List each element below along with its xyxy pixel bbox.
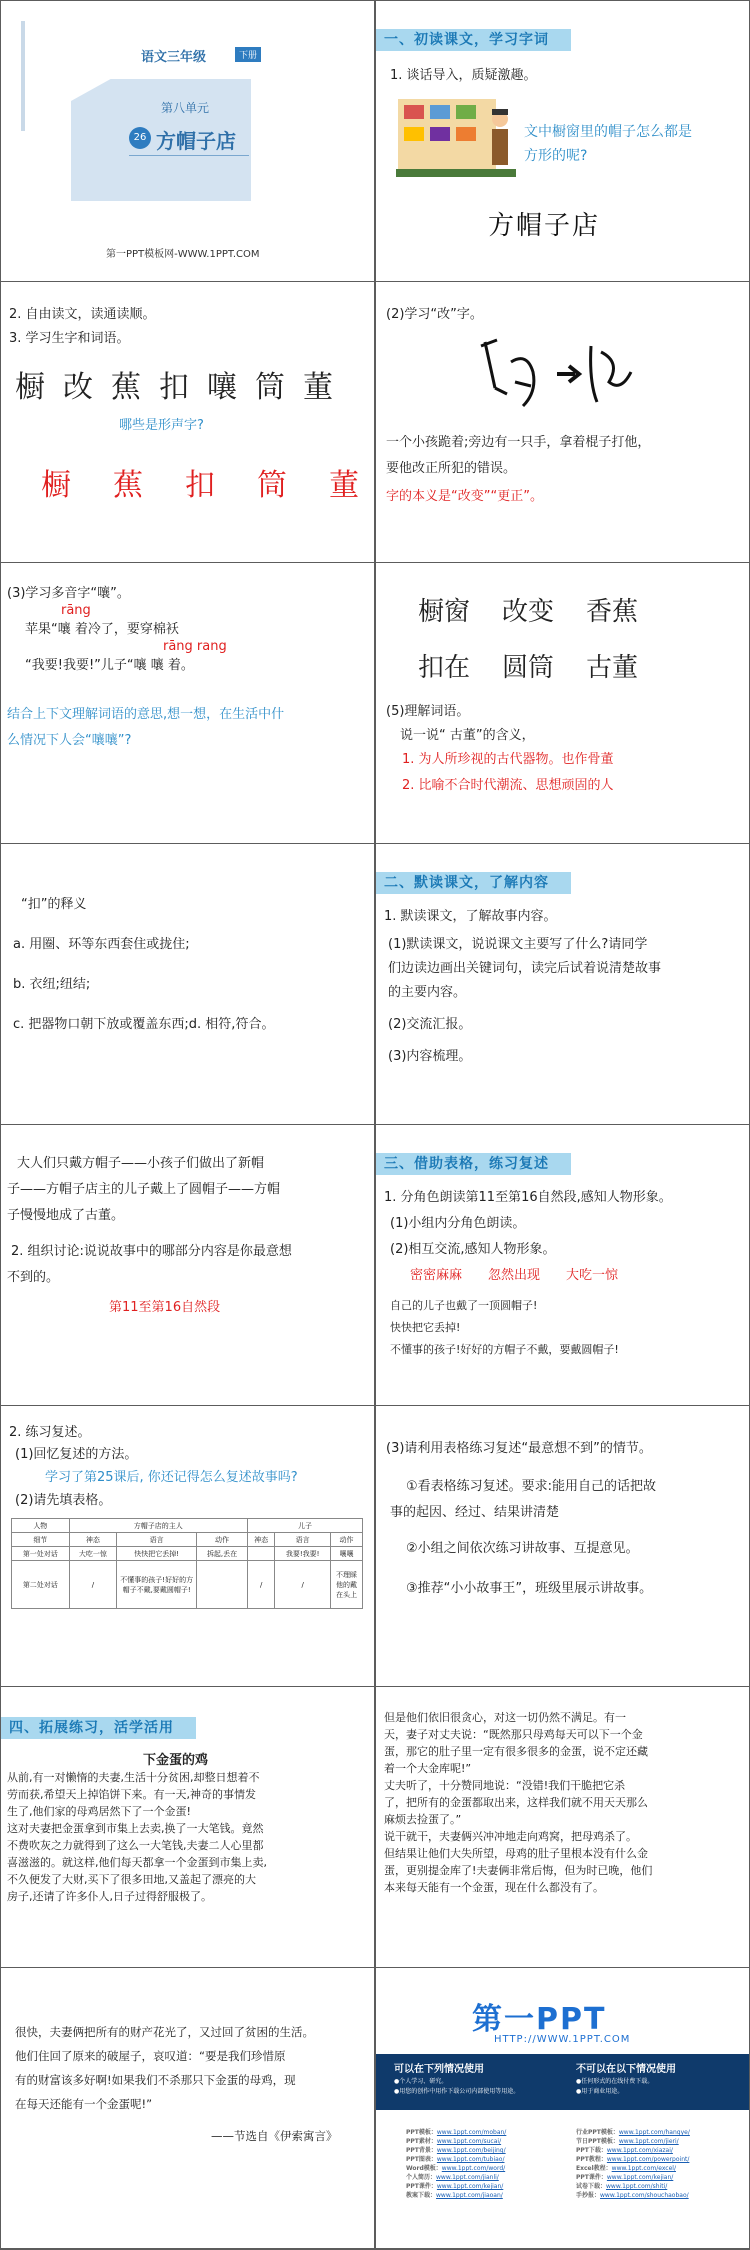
- step-text: (1)小组内分角色朗读。: [390, 1216, 526, 1231]
- blue-prompt-2: 么情况下人会“嚷嚷”?: [7, 733, 132, 748]
- red-word: 密密麻麻: [410, 1268, 463, 1283]
- brand-logo: 第一PPT: [472, 2002, 607, 2037]
- left-links: [406, 2128, 506, 2200]
- step-text: (3)内容梳理。: [388, 1049, 472, 1064]
- sub-title: (3)学习多音字“嚷”。: [7, 586, 130, 601]
- slide-intro[interactable]: [376, 1, 749, 281]
- story-line: 丈夫听了，十分赞同地说：“没错!我们干脆把它杀: [384, 1779, 626, 1792]
- link-label: PPT素材：: [406, 2138, 437, 2145]
- unit-label: 第八单元: [161, 101, 210, 115]
- section-title: 一、初读课文，学习字词: [376, 29, 571, 51]
- word: 橱窗: [418, 597, 471, 627]
- story-line: 不费吹灰之力就得到了这么一大笔钱,夫妻二人心里都: [7, 1839, 264, 1852]
- table-cell: 嚷嚷: [331, 1547, 363, 1561]
- table-cell: 大吃一惊: [69, 1547, 117, 1561]
- table-cell: 神态: [69, 1533, 117, 1547]
- slide-words[interactable]: [376, 563, 749, 843]
- char: 橱: [15, 370, 51, 405]
- quote-line: 不懂事的孩子!好好的方帽子不戴，要戴圆帽子!: [390, 1343, 619, 1356]
- story-line: 但结果让他们大失所望，母鸡的肚子里根本没有什么金: [384, 1847, 648, 1860]
- discussion-line: 不到的。: [7, 1270, 60, 1285]
- link[interactable]: www.1ppt.com/kejian/: [606, 2174, 674, 2181]
- story-line: 着一个大金库呢!”: [384, 1762, 472, 1775]
- table-cell: 我要!我要!: [275, 1547, 331, 1561]
- story-line: 房子,还请了许多仆人,日子过得舒服极了。: [7, 1890, 212, 1903]
- sub-title: “扣”的释义: [21, 897, 87, 912]
- sub-title: (2)学习“改”字。: [386, 307, 483, 322]
- para-line: 们边读边画出关键词句，读完后试着说清楚故事: [388, 961, 662, 976]
- lesson-title: 方帽子店: [156, 129, 236, 153]
- slide-story-end[interactable]: [1, 1968, 374, 2248]
- table-cell: 语言: [117, 1533, 197, 1547]
- link-label: PPT下载：: [576, 2147, 607, 2154]
- link[interactable]: www.1ppt.com/powerpoint/: [606, 2156, 690, 2163]
- slide-role-reading[interactable]: [376, 1125, 749, 1405]
- hat-shop-illustration: [396, 89, 516, 179]
- example-line-2: “我要!我要!”儿子“嚷 嚷 着。: [25, 658, 194, 673]
- table-cell: /: [247, 1561, 274, 1609]
- item-text: 3. 学习生字和词语。: [9, 331, 130, 346]
- slide-silent-reading[interactable]: [376, 844, 749, 1124]
- story-line: 很快，夫妻俩把所有的财产花光了，又过回了贫困的生活。: [15, 2025, 314, 2039]
- table-cell: /: [275, 1561, 331, 1609]
- slide-polyphone[interactable]: [1, 563, 374, 843]
- cannot-title: 不可以在以下情况使用: [576, 2064, 676, 2075]
- source-note: ——节选自《伊索寓言》: [211, 2129, 338, 2143]
- table-cell: 人物: [12, 1519, 70, 1533]
- story-line: 不久便发了大财,买下了很多田地,又盖起了漂亮的大: [7, 1873, 256, 1886]
- answer-1: 1. 为人所珍视的古代器物。也作骨董: [402, 752, 614, 767]
- red-char: 董: [329, 468, 365, 503]
- table-cell: 细节: [12, 1533, 70, 1547]
- red-word: 大吃一惊: [566, 1268, 619, 1283]
- ask-text: 说一说“ 古董”的含义，: [400, 728, 535, 743]
- red-answer: 第11至第16自然段: [109, 1300, 221, 1315]
- story-line: 喜滋滋的。就这样,他们每天都拿一个金蛋到市集上卖,: [7, 1856, 267, 1869]
- retell-table: [11, 1518, 363, 1609]
- brand-url: HTTP://WWW.1PPT.COM: [494, 2034, 631, 2045]
- story-line: 从前,有一对懒惰的夫妻,生活十分贫困,却整日想着不: [7, 1771, 260, 1784]
- story-line: 天，妻子对丈夫说：“既然那只母鸡每天可以下一个金: [384, 1728, 643, 1741]
- pinyin: rāng: [61, 603, 91, 618]
- step-text: (1)回忆复述的方法。: [15, 1447, 138, 1462]
- link[interactable]: www.1ppt.com/jianli/: [436, 2174, 499, 2181]
- story-line: 蛋，更别提金库了!夫妻俩非常后悔，但为时已晚，他们: [384, 1864, 653, 1877]
- link-label: PPT教程：: [576, 2156, 607, 2163]
- meaning-b: b. 衣纽;纽结;: [13, 977, 91, 992]
- link[interactable]: www.1ppt.com/kejian/: [436, 2183, 504, 2190]
- blue-prompt: 学习了第25课后, 你还记得怎么复述故事吗?: [45, 1470, 298, 1485]
- meaning-c: c. 把器物口朝下放或覆盖东西;d. 相符,符合。: [13, 1017, 275, 1032]
- link[interactable]: www.1ppt.com/excel/: [611, 2165, 676, 2172]
- table-cell: 第二处对话: [12, 1561, 70, 1609]
- usage-panel: [376, 2054, 749, 2110]
- story-line: 他们住回了原来的破屋子，哀叹道：“要是我们珍惜原: [15, 2049, 286, 2063]
- table-cell: 快快把它丢掉!: [117, 1547, 197, 1561]
- para-line: (1)默读课文，说说课文主要写了什么?请同学: [388, 937, 648, 952]
- char: 董: [303, 370, 339, 405]
- link-label: 教案下载：: [406, 2192, 437, 2199]
- section-title: 四、拓展练习，活学活用: [1, 1717, 196, 1739]
- desc-line-2: 要他改正所犯的错误。: [386, 461, 517, 476]
- blue-prompt-1: 结合上下文理解词语的意思,想一想，在生活中什: [7, 707, 285, 722]
- quote-line: 自己的儿子也戴了一顶圆帽子!: [390, 1299, 538, 1312]
- step-text: (2)相互交流,感知人物形象。: [390, 1242, 556, 1257]
- story-line: 说干就干，夫妻俩兴冲冲地走向鸡窝，把母鸡杀了。: [384, 1830, 637, 1843]
- link[interactable]: www.1ppt.com/word/: [441, 2165, 506, 2172]
- section-title: 三、借助表格，练习复述: [376, 1153, 571, 1175]
- link-label: Word模板：: [406, 2165, 442, 2172]
- link-label: Excel教程：: [576, 2165, 612, 2172]
- discussion-line: 2. 组织讨论:说说故事中的哪部分内容是你最意想: [11, 1244, 292, 1259]
- word: 扣在: [418, 653, 471, 683]
- story-line: 了，把所有的金蛋都取出来，这样我们就不用天天那么: [384, 1796, 648, 1809]
- step-text: ①看表格练习复述。要求:能用自己的话把故: [406, 1479, 657, 1494]
- word: 古董: [586, 653, 639, 683]
- slide-retell-practice[interactable]: [376, 1406, 749, 1686]
- pinyin: rāng rang: [163, 639, 227, 654]
- table-cell: 语言: [275, 1533, 331, 1547]
- story-line: 麻烦去捡蛋了。”: [384, 1813, 462, 1826]
- link[interactable]: www.1ppt.com/sucai/: [436, 2138, 502, 2145]
- link-label: PPT背景：: [406, 2147, 437, 2154]
- slide-copyright[interactable]: [376, 1968, 749, 2248]
- red-char: 筒: [257, 468, 293, 503]
- slide-kou-meaning[interactable]: [1, 844, 374, 1124]
- char: 蕉: [111, 370, 147, 405]
- red-char: 橱: [41, 468, 77, 503]
- word: 圆筒: [502, 653, 555, 683]
- meaning-a: a. 用圈、环等东西套住或拢住;: [13, 937, 190, 952]
- answer-2: 2. 比喻不合时代潮流、思想顽固的人: [402, 778, 614, 793]
- sub-title: (5)理解词语。: [386, 704, 470, 719]
- step-text: (2)交流汇报。: [388, 1017, 472, 1032]
- link[interactable]: www.1ppt.com/tubiao/: [436, 2156, 505, 2163]
- table-cell: [247, 1547, 274, 1561]
- table-cell: 动作: [331, 1533, 363, 1547]
- step-text: (2)请先填表格。: [15, 1493, 112, 1508]
- lesson-number: 26: [129, 127, 151, 149]
- link[interactable]: www.1ppt.com/xiazai/: [606, 2147, 673, 2154]
- item-text: 1. 谈话导入，质疑激趣。: [390, 68, 537, 83]
- table-cell: 第一处对话: [12, 1547, 70, 1561]
- cannot-item: ●用于商业用途。: [576, 2088, 624, 2095]
- story-line: 这对夫妻把金蛋拿到市集上去卖,换了一大笔钱。竟然: [7, 1822, 264, 1835]
- table-cell: 不理睬他的戴在头上: [331, 1561, 363, 1609]
- link-label: PPT课件：: [406, 2183, 437, 2190]
- grade-label: 语文三年级: [141, 50, 207, 65]
- link[interactable]: www.1ppt.com/jieri/: [618, 2138, 679, 2145]
- summary-line: 子——方帽子店主的儿子戴上了圆帽子——方帽: [7, 1182, 281, 1197]
- link[interactable]: www.1ppt.com/shiti/: [606, 2183, 668, 2190]
- slide-gai-character[interactable]: [376, 282, 749, 562]
- slide-story-continued[interactable]: [376, 1687, 749, 1967]
- summary-line: 子慢慢地成了古董。: [7, 1208, 125, 1223]
- example-line-1: 苹果“嚷 着冷了，要穿棉袄: [25, 622, 179, 637]
- link-label: 试卷下载：: [576, 2183, 607, 2190]
- desc-line-1: 一个小孩跪着;旁边有一只手，拿着棍子打他，: [386, 435, 651, 450]
- term-badge: 下册: [235, 47, 261, 62]
- link-label: 手抄报：: [576, 2192, 601, 2199]
- red-char: 扣: [185, 468, 221, 503]
- footer-site: 第一PPT模板网-WWW.1PPT.COM: [106, 249, 260, 260]
- story-title: 下金蛋的鸡: [143, 1753, 209, 1768]
- table-cell: 神态: [247, 1533, 274, 1547]
- item-text: 2. 自由读文，读通读顺。: [9, 307, 156, 322]
- red-char: 蕉: [113, 468, 149, 503]
- cannot-item: ●任何形式的在线付费下载。: [576, 2078, 654, 2085]
- slide-characters[interactable]: [1, 282, 374, 562]
- table-cell: 不懂事的孩子!好好的方帽子不戴,要戴圆帽子!: [117, 1561, 197, 1609]
- story-line: 但是他们依旧很贪心，对这一切仍然不满足。有一: [384, 1711, 626, 1724]
- link-label: 行业PPT模板：: [576, 2129, 619, 2136]
- link-label: PPT模板：: [406, 2129, 437, 2136]
- slide-cover[interactable]: [1, 1, 374, 281]
- link[interactable]: www.1ppt.com/shouchaobao/: [600, 2192, 689, 2199]
- slide-summary[interactable]: [1, 1125, 374, 1405]
- big-title: 方帽子店: [488, 211, 601, 241]
- word: 香蕉: [586, 597, 639, 627]
- right-links: [576, 2128, 690, 2200]
- item-text: 1. 默读课文，了解故事内容。: [384, 909, 557, 924]
- story-line: 生了,他们家的母鸡居然下了一个金蛋!: [7, 1805, 191, 1818]
- question-line-2: 方形的呢?: [524, 148, 588, 164]
- story-line: 在每天还能有一个金蛋呢!”: [15, 2097, 153, 2111]
- item-text: 1. 分角色朗读第11至第16自然段,感知人物形象。: [384, 1190, 672, 1205]
- sub-title: (3)请利用表格练习复述“最意想不到”的情节。: [386, 1441, 652, 1456]
- item-text: 2. 练习复述。: [9, 1425, 91, 1440]
- question-text: 哪些是形声字?: [119, 418, 204, 433]
- link-label: 节日PPT模板：: [576, 2138, 619, 2145]
- can-title: 可以在下列情况使用: [394, 2064, 484, 2075]
- question-line-1: 文中橱窗里的帽子怎么都是: [524, 124, 692, 140]
- story-line: 本来每天能有一个金蛋，现在什么都没有了。: [384, 1881, 604, 1894]
- char: 筒: [255, 370, 291, 405]
- link[interactable]: www.1ppt.com/beijing/: [436, 2147, 506, 2154]
- table-cell: [197, 1561, 248, 1609]
- char: 扣: [159, 370, 195, 405]
- step-text: ②小组之间依次练习讲故事、互提意见。: [406, 1541, 639, 1556]
- word: 改变: [502, 597, 555, 627]
- para-line: 的主要内容。: [388, 985, 467, 1000]
- section-title: 二、默读课文，了解内容: [376, 872, 571, 894]
- slide-retell-table[interactable]: [1, 1406, 374, 1686]
- char: 嚷: [207, 370, 243, 405]
- summary-line: 大人们只戴方帽子——小孩子们做出了新帽: [17, 1156, 265, 1171]
- table-cell: 儿子: [247, 1519, 362, 1533]
- can-item: ●个人学习、研究。: [394, 2078, 448, 2085]
- story-line: 劳而获,希望天上掉馅饼下来。有一天,神奇的事情发: [7, 1788, 256, 1801]
- slide-extension-story[interactable]: [1, 1687, 374, 1967]
- link-label: PPT课件：: [576, 2174, 607, 2181]
- story-line: 蛋，那它的肚子里一定有很多很多的金蛋，说不定还藏: [384, 1745, 648, 1758]
- ancient-script-illustration: [471, 332, 651, 416]
- table-cell: 方帽子店的主人: [69, 1519, 247, 1533]
- link[interactable]: www.1ppt.com/jiaoan/: [436, 2192, 503, 2199]
- link-label: 个人简历：: [406, 2174, 437, 2181]
- link-label: PPT图表：: [406, 2156, 437, 2163]
- red-word: 忽然出现: [488, 1268, 541, 1283]
- red-note: 字的本义是“改变”“更正”。: [386, 489, 543, 504]
- table-cell: /: [69, 1561, 117, 1609]
- quote-line: 快快把它丢掉!: [390, 1321, 461, 1334]
- step-text: ③推荐“小小故事王”，班级里展示讲故事。: [406, 1581, 653, 1596]
- link[interactable]: www.1ppt.com/moban/: [436, 2129, 507, 2136]
- story-line: 有的财富该多好啊!如果我们不杀那只下金蛋的母鸡，现: [15, 2073, 296, 2087]
- char: 改: [63, 370, 99, 405]
- table-cell: 拆起,丢在: [197, 1547, 248, 1561]
- table-cell: 动作: [197, 1533, 248, 1547]
- link[interactable]: www.1ppt.com/hangye/: [618, 2129, 690, 2136]
- step-text: 事的起因、经过、结果讲清楚: [390, 1505, 560, 1520]
- can-item: ●用您的创作中用作下载公司内部使用等用途。: [394, 2088, 520, 2095]
